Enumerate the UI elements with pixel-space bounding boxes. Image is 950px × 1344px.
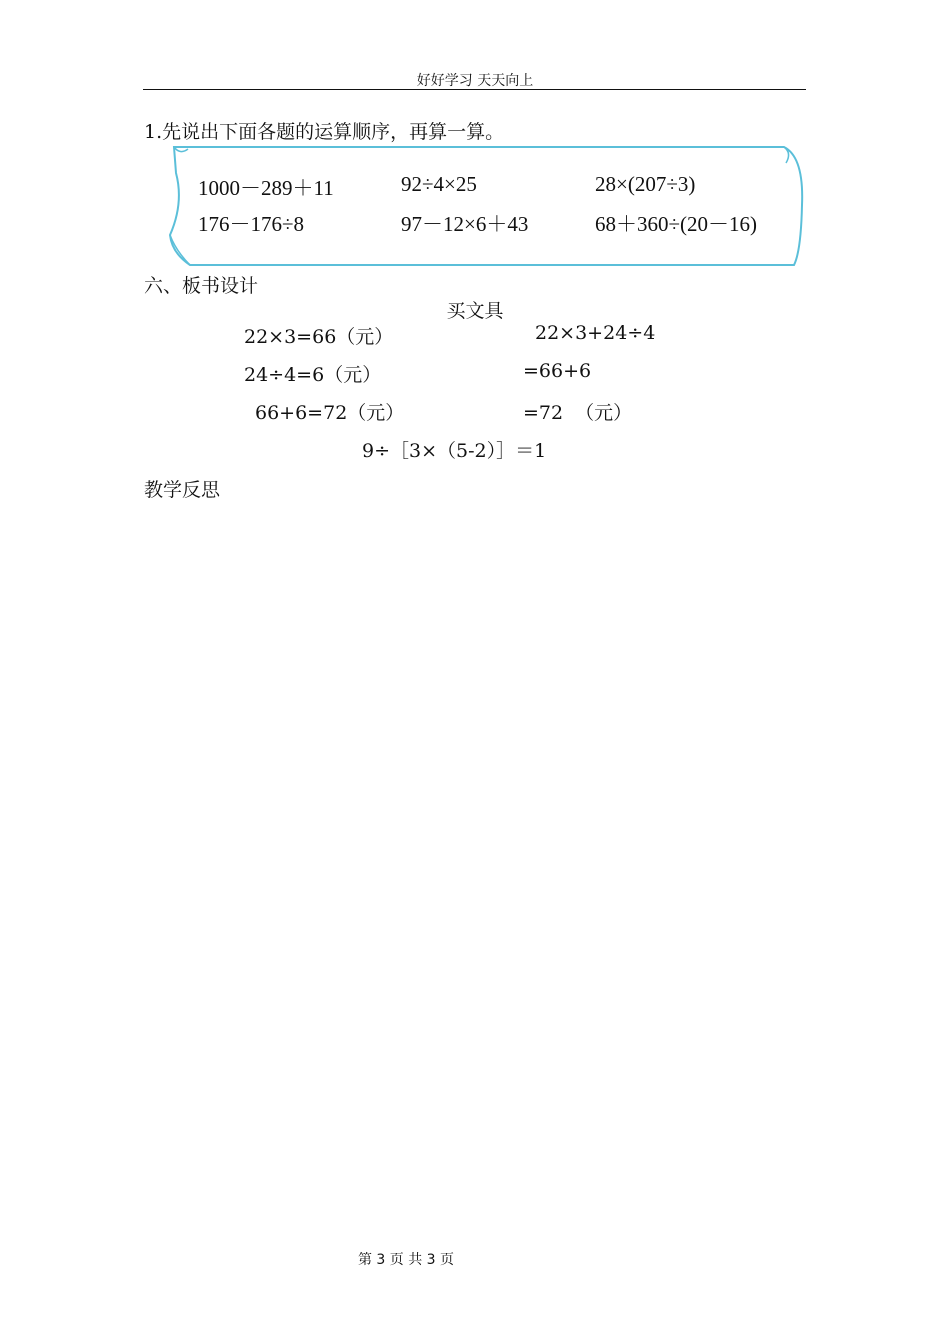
left-step-1: 22×3=66（元） bbox=[244, 326, 394, 348]
right-step-1: 22×3+24÷4 bbox=[535, 322, 656, 344]
page-footer: 第 3 页 共 3 页 bbox=[357, 1252, 455, 1268]
bottom-equation: 9÷［3×（5-2）］＝1 bbox=[362, 440, 547, 462]
exercise-5: 97－12×6＋43 bbox=[401, 212, 529, 236]
left-step-2: 24÷4=6（元） bbox=[244, 364, 382, 386]
exercise-3: 28×(207÷3) bbox=[595, 172, 696, 196]
reflection-title: 教学反思 bbox=[144, 479, 221, 501]
header-rule bbox=[143, 89, 806, 90]
exercise-6: 68＋360÷(20－16) bbox=[595, 212, 758, 236]
section-six-title: 六、板书设计 bbox=[144, 275, 259, 297]
right-step-2: =66+6 bbox=[523, 360, 592, 382]
page-header: 好好学习 天天向上 bbox=[416, 73, 534, 89]
exercise-frame bbox=[168, 143, 808, 271]
board-title: 买文具 bbox=[446, 300, 504, 322]
right-step-3: =72 （元） bbox=[523, 402, 633, 424]
exercise-1: 1000－289＋11 bbox=[198, 176, 334, 200]
left-step-3: 66+6=72（元） bbox=[255, 402, 405, 424]
exercise-4: 176－176÷8 bbox=[198, 212, 305, 236]
exercise-2: 92÷4×25 bbox=[401, 172, 477, 196]
question-title: 1.先说出下面各题的运算顺序，再算一算。 bbox=[144, 121, 505, 143]
